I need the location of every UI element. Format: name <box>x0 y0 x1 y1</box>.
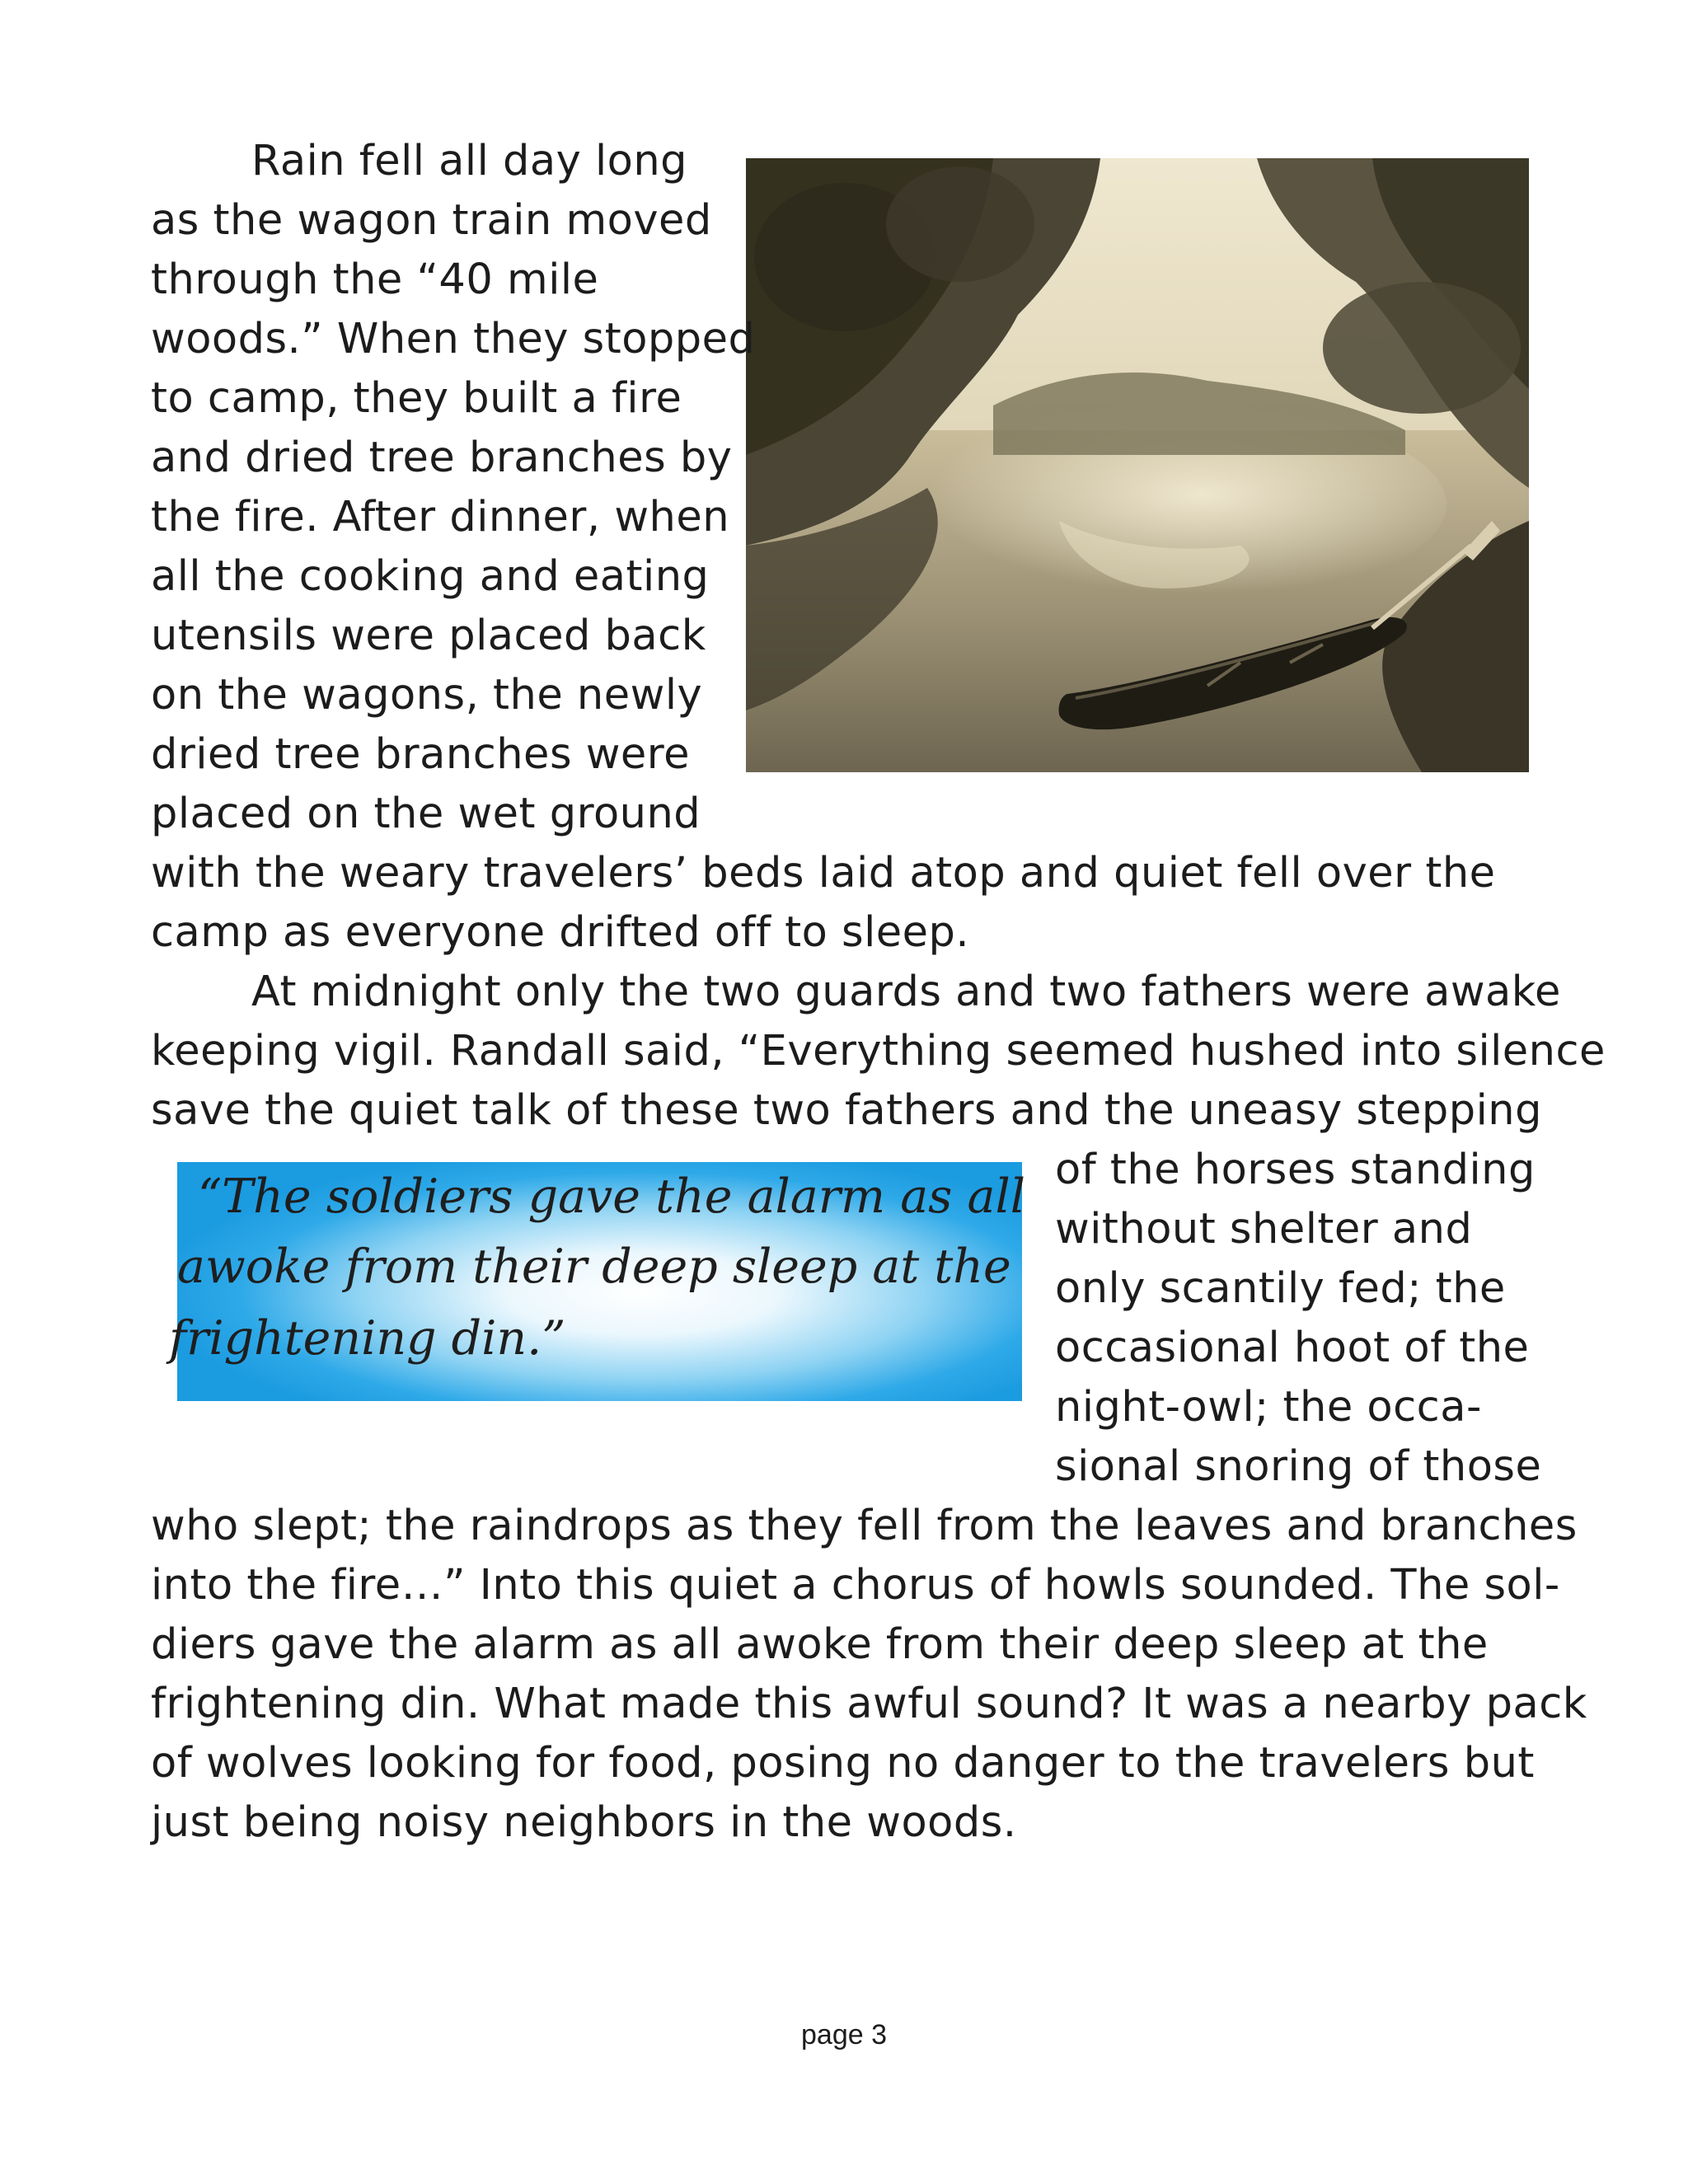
article-line: sional snoring of those <box>1055 1442 1542 1491</box>
article-line: woods.” When they stopped <box>151 315 756 363</box>
article-line: At midnight only the two guards and two fathers were awake <box>251 968 1561 1016</box>
article-line: without shelter and <box>1055 1205 1473 1254</box>
article-line: on the wagons, the newly <box>151 671 703 719</box>
river-canoe-photo <box>746 158 1529 772</box>
article-line: all the cooking and eating <box>151 552 710 601</box>
pull-quote-box <box>169 1162 1025 1401</box>
article-line: placed on the wet ground <box>151 790 701 838</box>
article-line: and dried tree branches by <box>151 434 733 482</box>
pull-quote-line: awoke from their deep sleep at the <box>177 1240 1011 1294</box>
article-line: only scantily fed; the <box>1055 1264 1506 1313</box>
article-line: as the wagon train moved <box>151 196 712 245</box>
article-line: diers gave the alarm as all awoke from their deep sleep at the <box>151 1620 1489 1669</box>
canoe-on-river-photo-icon <box>746 158 1529 772</box>
article-line: of wolves looking for food, posing no danger to the travelers but <box>151 1739 1535 1788</box>
article-line: who slept; the raindrops as they fell from the leaves and branches <box>151 1502 1578 1550</box>
article-line: Rain fell all day long <box>251 137 688 185</box>
article-line: occasional hoot of the <box>1055 1324 1530 1372</box>
article-line: through the “40 mile <box>151 255 599 304</box>
pull-quote-line: frightening din.” <box>169 1311 566 1366</box>
article-line: camp as everyone drifted off to sleep. <box>151 908 970 957</box>
article-line: just being noisy neighbors in the woods. <box>151 1798 1017 1847</box>
article-line: dried tree branches were <box>151 730 691 779</box>
article-line: into the fire…” Into this quiet a chorus of howls sounded. The sol- <box>151 1561 1560 1610</box>
article-line: the fire. After dinner, when <box>151 493 730 541</box>
pull-quote-line: “The soldiers gave the alarm as all <box>198 1169 1025 1224</box>
article-line: save the quiet talk of these two fathers and the uneasy stepping <box>151 1086 1542 1135</box>
article-line: with the weary travelers’ beds laid atop and quiet fell over the <box>151 849 1496 898</box>
article-line: keeping vigil. Randall said, “Everything seemed hushed into silence <box>151 1027 1606 1076</box>
article-line: frightening din. What made this awful sound? It was a nearby pack <box>151 1680 1587 1728</box>
page-number: page 3 <box>801 2019 887 2050</box>
article-line: night-owl; the occa- <box>1055 1383 1482 1432</box>
article-line: utensils were placed back <box>151 612 706 660</box>
article-line: of the horses standing <box>1055 1146 1536 1194</box>
article-line: to camp, they built a fire <box>151 374 682 423</box>
